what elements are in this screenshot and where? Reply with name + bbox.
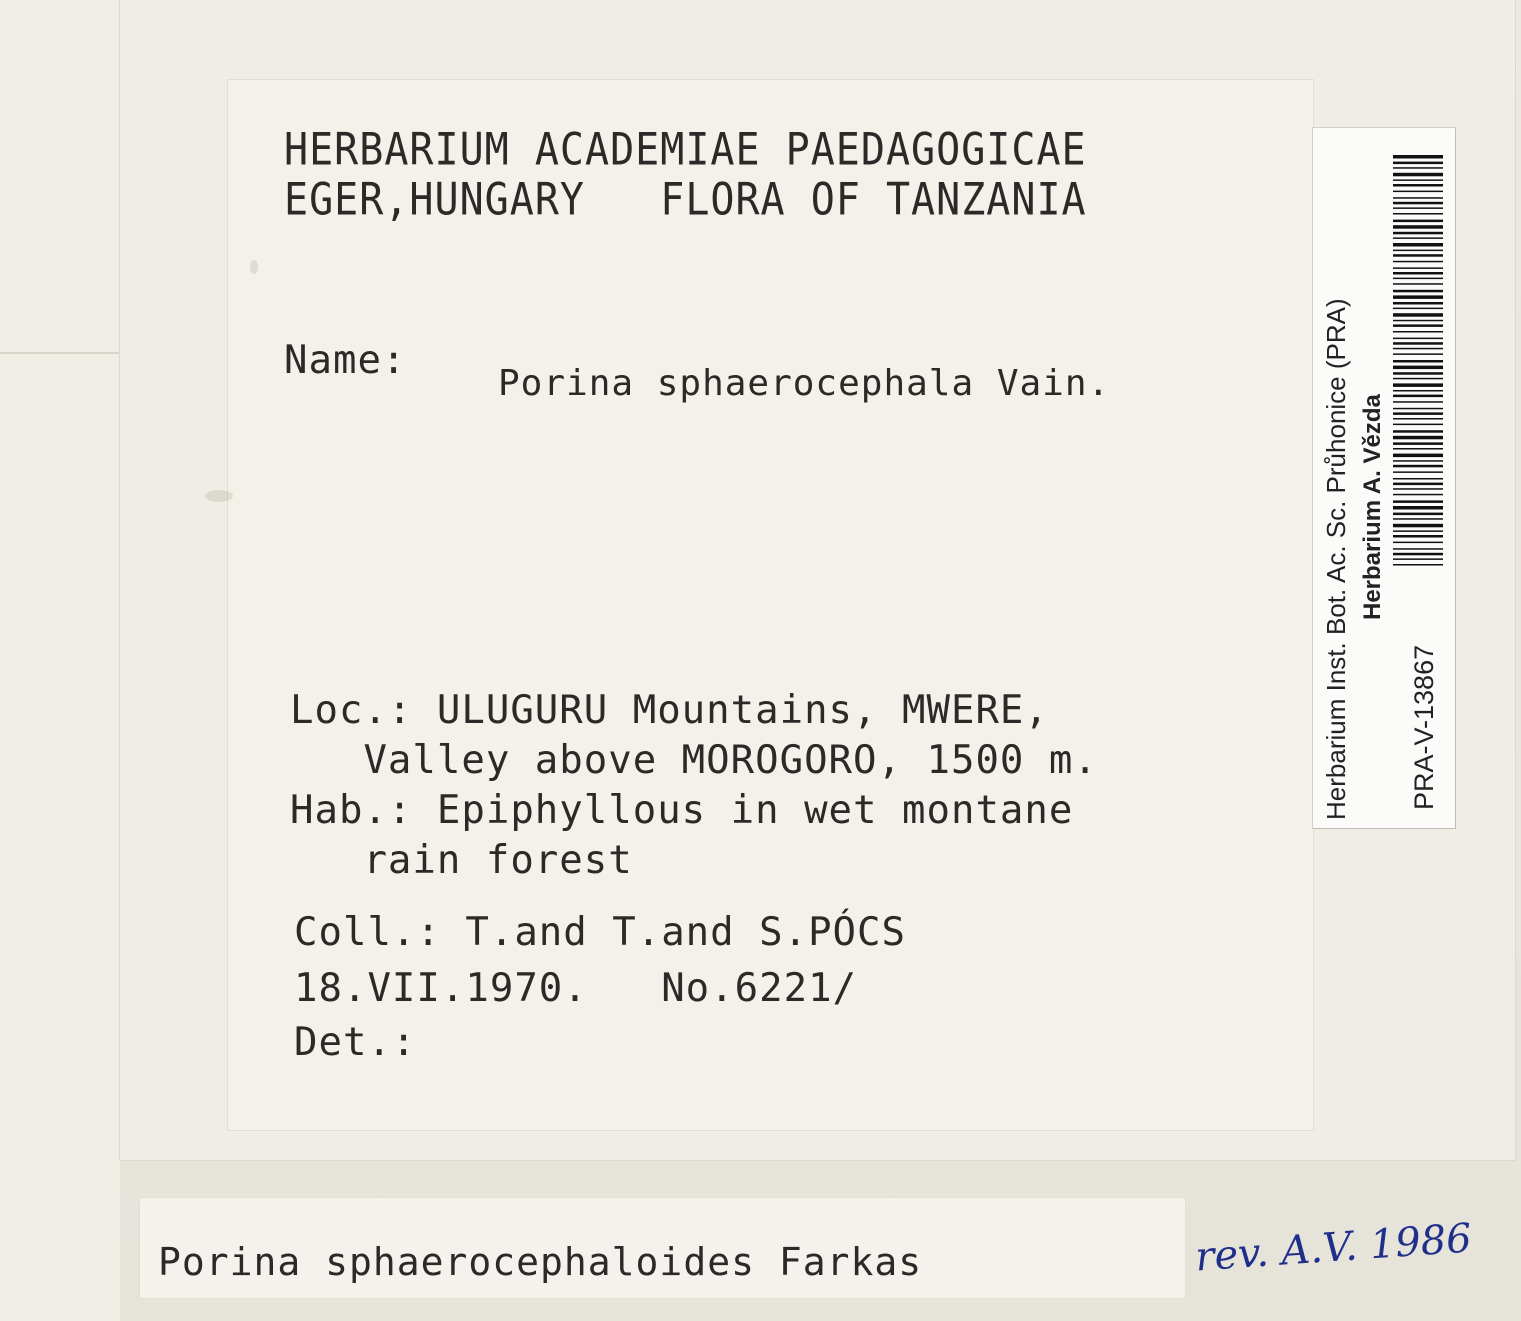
barcode-bar [1393,513,1443,516]
habitat-line-1: Hab.: Epiphyllous in wet montane [290,788,1074,833]
paper-stain [250,260,258,274]
header-line-2: EGER,HUNGARY FLORA OF TANZANIA [284,174,1087,226]
barcode-bar [1393,542,1443,544]
barcode-bar [1393,360,1443,363]
barcode-bar [1393,331,1443,333]
barcode-bar [1393,232,1443,235]
barcode-bar [1393,290,1443,293]
barcode-image [1393,155,1443,570]
barcode-bar [1393,213,1443,215]
barcode-bar [1393,378,1443,380]
barcode-bar [1393,506,1443,510]
determiner-label: Det.: [294,1020,417,1065]
barcode-bar [1393,500,1443,503]
barcode-bar [1393,197,1443,199]
barcode-bar [1393,483,1443,486]
revision-handwritten-note: rev. A.V. 1986 [1193,1215,1474,1281]
barcode-bar [1393,220,1443,223]
name-value: Porina sphaerocephala Vain. [498,363,1111,404]
barcode-bar [1393,348,1443,350]
barcode-bar [1393,478,1443,480]
barcode-bar [1393,430,1443,433]
date-number-line: 18.VII.1970. No.6221/ [294,966,858,1011]
barcode-bar [1393,313,1443,317]
specimen-label [228,80,1313,1130]
barcode-bar [1393,272,1443,275]
specimen-id-text: PRA-V-13867 [1409,644,1439,810]
institution-text: Herbarium Inst. Bot. Ac. Sc. Průhonice (PRA) [1321,298,1351,820]
collection-text: Herbarium A. Vězda [1359,394,1386,620]
barcode-bar [1393,488,1443,490]
barcode-bar [1393,283,1443,285]
barcode-bar [1393,401,1443,403]
barcode-bar [1393,471,1443,473]
barcode-bar [1393,535,1443,538]
barcode-bar [1393,320,1443,322]
barcode-bar [1393,412,1443,415]
barcode-bar [1393,530,1443,532]
barcode-bar [1393,267,1443,269]
fold-line [0,352,120,354]
habitat-line-2: rain forest [290,838,633,883]
barcode-bar [1393,372,1443,375]
barcode-bar [1393,424,1443,426]
barcode-bar [1393,155,1443,159]
barcode-bar [1393,553,1443,556]
name-label: Name: [284,338,407,383]
barcode-bar [1393,295,1443,299]
barcode-bar [1393,465,1443,468]
barcode-bar [1393,191,1443,193]
barcode-bar [1393,408,1443,410]
barcode-bar [1393,342,1443,345]
barcode-bar [1393,162,1443,165]
barcode-bar [1393,383,1443,387]
barcode-bar [1393,460,1443,462]
barcode-bar [1393,436,1443,440]
paper-stain [205,490,233,502]
barcode-bar [1393,237,1443,239]
barcode-bar [1393,353,1443,355]
barcode-bar [1393,225,1443,229]
barcode-bar [1393,454,1443,458]
barcode-bar [1393,518,1443,520]
barcode-bar [1393,173,1443,177]
barcode-bar [1393,558,1443,560]
locality-line-2: Valley above MOROGORO, 1500 m. [290,738,1098,783]
barcode-bar [1393,338,1443,340]
barcode-bar [1393,548,1443,550]
barcode-bar [1393,261,1443,263]
barcode-bar [1393,302,1443,305]
barcode-bar [1393,202,1443,205]
collector-line: Coll.: T.and T.and S.PÓCS [294,910,906,955]
barcode-bar [1393,278,1443,280]
barcode-bar [1393,390,1443,392]
barcode-bar [1393,524,1443,528]
revision-label [140,1198,1185,1298]
barcode-bar [1393,254,1443,257]
barcode-bar [1393,250,1443,252]
barcode-bar [1393,366,1443,370]
barcode-bar [1393,442,1443,445]
left-margin [0,0,120,1321]
barcode-bar [1393,179,1443,181]
barcode-bar [1393,418,1443,420]
barcode-bar [1393,167,1443,169]
barcode-bar [1393,308,1443,310]
barcode-bar [1393,494,1443,496]
barcode-bar [1393,184,1443,187]
barcode-bar [1393,207,1443,209]
revised-name: Porina sphaerocephaloides Farkas [158,1240,923,1284]
locality-line-1: Loc.: ULUGURU Mountains, MWERE, [290,688,1049,733]
barcode-bar [1393,243,1443,247]
barcode-bar [1393,395,1443,398]
barcode-bar [1393,324,1443,327]
barcode-bar [1393,448,1443,450]
header-line-1: HERBARIUM ACADEMIAE PAEDAGOGICAE [284,124,1087,176]
barcode-bar [1393,564,1443,566]
